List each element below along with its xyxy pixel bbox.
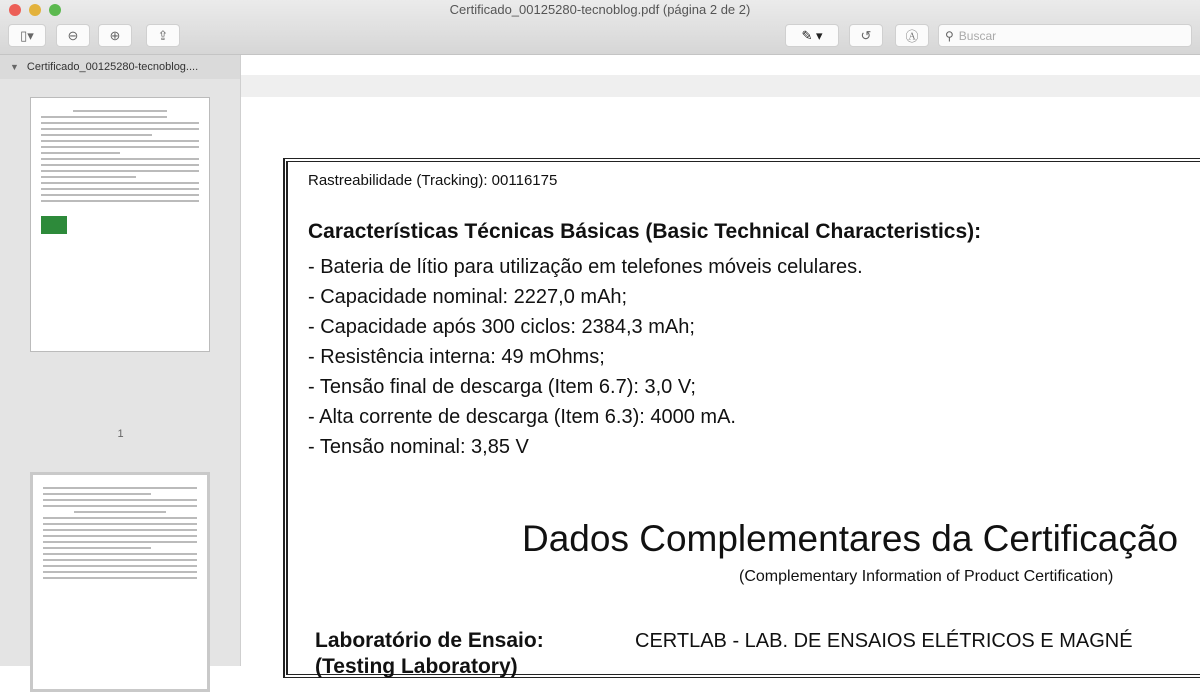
sidebar	[0, 55, 241, 666]
list-item: - Tensão final de descarga (Item 6.7): 3,0 V;	[308, 376, 696, 398]
zoom-out-button[interactable]	[56, 24, 90, 47]
tracking-text: Rastreabilidade (Tracking): 00116175	[308, 172, 558, 189]
zoom-in-button[interactable]	[98, 24, 132, 47]
annotate-button[interactable]	[895, 24, 929, 47]
search-input[interactable]	[938, 24, 1192, 47]
characteristics-list	[308, 252, 863, 462]
list-item: - Resistência interna: 49 mOhms;	[308, 346, 605, 368]
flag-icon	[41, 216, 67, 234]
list-item: - Tensão nominal: 3,85 V	[308, 436, 529, 458]
rotate-icon: ↺	[860, 27, 872, 43]
annotate-icon: Ⓐ	[905, 29, 919, 44]
lab-label-en: (Testing Laboratory)	[315, 655, 518, 678]
thumbnail-page-number: 1	[117, 428, 124, 440]
share-button[interactable]	[146, 24, 180, 47]
zoom-out-icon: ⊖	[67, 27, 79, 43]
sidebar-icon: ▯▾	[20, 27, 34, 43]
share-icon: ⇪	[157, 27, 169, 43]
rotate-button[interactable]	[849, 24, 883, 47]
page-thumbnail-2[interactable]	[30, 472, 210, 692]
window-title: Certificado_00125280-tecnoblog.pdf (página 2 de 2)	[449, 2, 751, 17]
page-thumbnail-1[interactable]	[30, 97, 210, 352]
sidebar-file-item[interactable]	[0, 55, 240, 79]
section-title: Dados Complementares da Certificação	[522, 518, 1179, 559]
file-name: Certificado_00125280-tecnoblog....	[26, 61, 199, 73]
list-item: - Alta corrente de descarga (Item 6.3): 4000 mA.	[308, 406, 736, 428]
markup-button[interactable]	[785, 24, 839, 47]
disclosure-triangle-icon[interactable]: ▼	[10, 62, 19, 72]
list-item: - Capacidade após 300 ciclos: 2384,3 mAh;	[308, 316, 695, 338]
characteristics-heading: Características Técnicas Básicas (Basic Technical Characteristics):	[308, 220, 982, 243]
list-item: - Bateria de lítio para utilização em telefones móveis celulares.	[308, 256, 863, 278]
search-icon: ⚲	[945, 28, 954, 43]
list-item: - Capacidade nominal: 2227,0 mAh;	[308, 286, 628, 308]
search-placeholder: Buscar	[958, 28, 997, 43]
zoom-in-icon: ⊕	[109, 27, 121, 43]
sidebar-toggle-button[interactable]	[8, 24, 46, 47]
lab-label: Laboratório de Ensaio:	[315, 629, 544, 652]
pen-icon: ✎ ▾	[801, 27, 823, 43]
section-subtitle: (Complementary Information of Product Certification)	[739, 568, 1114, 585]
lab-value: CERTLAB - LAB. DE ENSAIOS ELÉTRICOS E MAGNÉ	[635, 630, 1133, 652]
title-bar	[0, 0, 1200, 55]
